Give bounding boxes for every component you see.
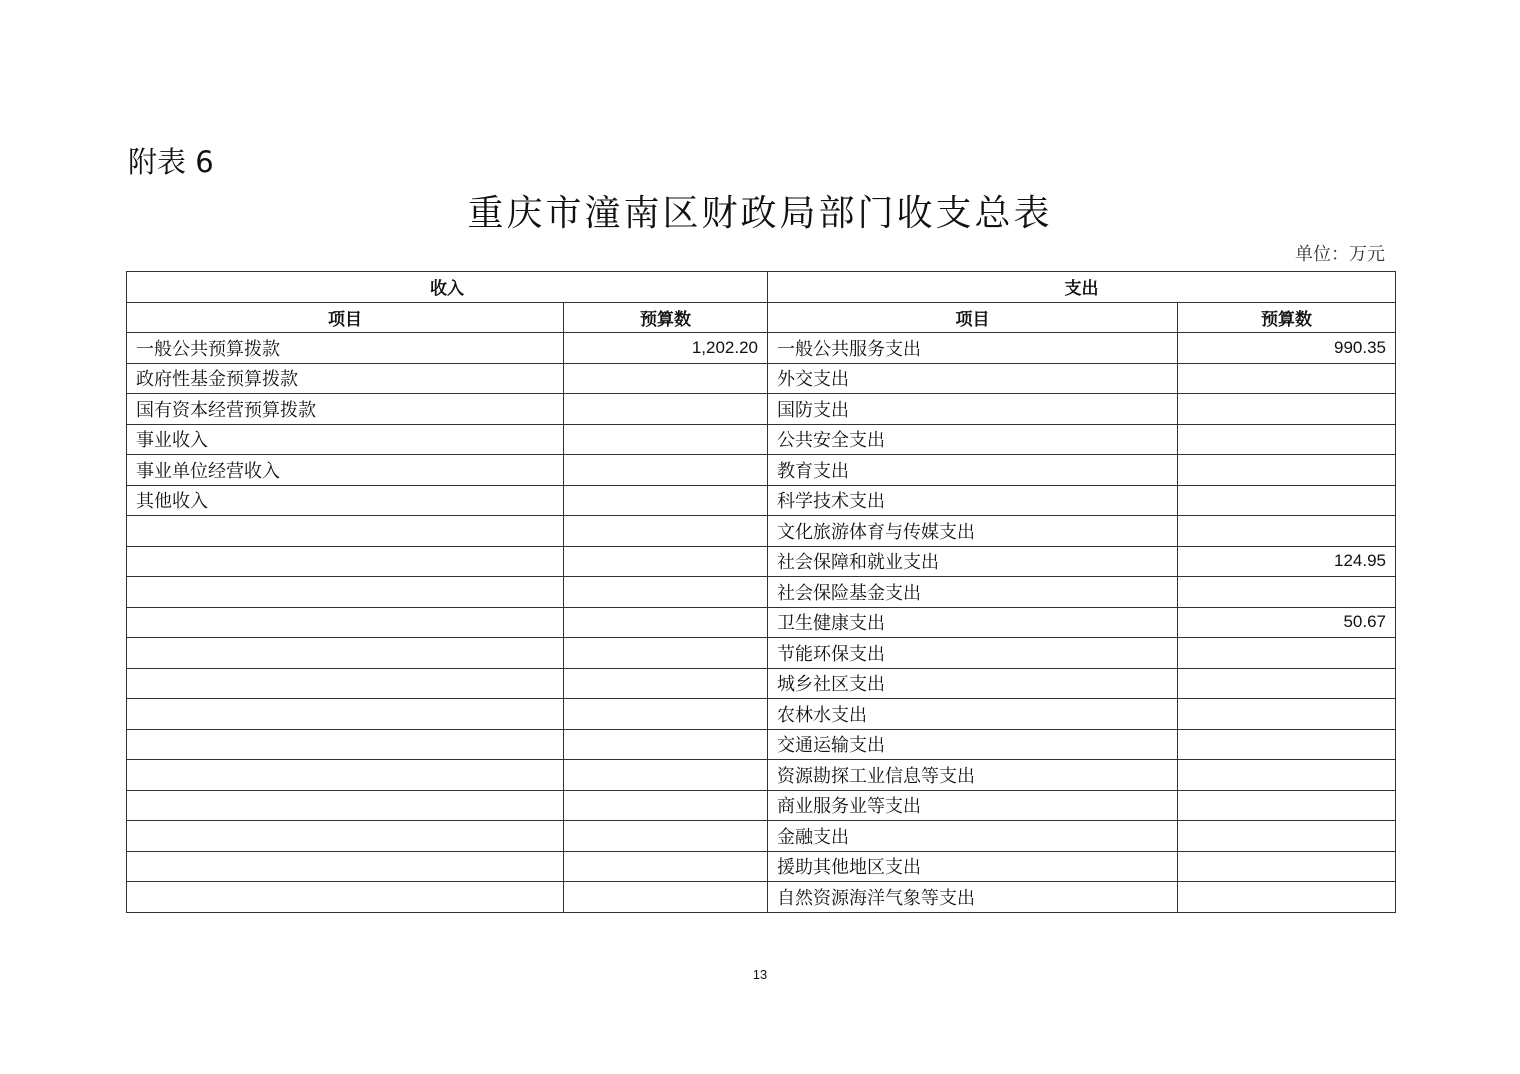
- expense-amount-cell: [1178, 851, 1396, 882]
- income-amount-cell: [564, 485, 768, 516]
- income-item-cell: 国有资本经营预算拨款: [127, 394, 564, 425]
- income-item-cell: 政府性基金预算拨款: [127, 363, 564, 394]
- expense-item-header: 项目: [768, 302, 1178, 333]
- expense-amount-cell: [1178, 394, 1396, 425]
- expense-amount-cell: [1178, 455, 1396, 486]
- income-amount-cell: [564, 424, 768, 455]
- expense-amount-cell: 124.95: [1178, 546, 1396, 577]
- income-item-cell: [127, 729, 564, 760]
- expense-amount-cell: [1178, 424, 1396, 455]
- table-row: [127, 455, 1396, 486]
- income-amount-cell: [564, 668, 768, 699]
- expense-item-cell: 节能环保支出: [768, 638, 1178, 669]
- income-amount-cell: [564, 851, 768, 882]
- income-amount-cell: [564, 790, 768, 821]
- income-amount-cell: [564, 821, 768, 852]
- income-item-cell: [127, 760, 564, 791]
- income-amount-cell: [564, 760, 768, 791]
- expense-item-cell: 卫生健康支出: [768, 607, 1178, 638]
- income-amount-cell: [564, 882, 768, 913]
- expense-amount-cell: [1178, 485, 1396, 516]
- income-item-cell: [127, 516, 564, 547]
- expense-item-cell: 社会保障和就业支出: [768, 546, 1178, 577]
- expense-amount-cell: [1178, 577, 1396, 608]
- expense-group-header: 支出: [768, 272, 1396, 303]
- income-amount-cell: [564, 607, 768, 638]
- table-row: [127, 577, 1396, 608]
- expense-amount-cell: 50.67: [1178, 607, 1396, 638]
- income-amount-cell: [564, 394, 768, 425]
- income-item-cell: [127, 668, 564, 699]
- expense-item-cell: 资源勘探工业信息等支出: [768, 760, 1178, 791]
- income-amount-cell: [564, 455, 768, 486]
- income-item-cell: 事业收入: [127, 424, 564, 455]
- income-amount-cell: [564, 699, 768, 730]
- income-item-cell: [127, 790, 564, 821]
- expense-item-cell: 社会保险基金支出: [768, 577, 1178, 608]
- table-body: [127, 333, 1396, 913]
- table-row: [127, 760, 1396, 791]
- expense-amount-cell: [1178, 760, 1396, 791]
- income-item-header: 项目: [127, 302, 564, 333]
- expense-item-cell: 外交支出: [768, 363, 1178, 394]
- table-row: [127, 485, 1396, 516]
- expense-item-cell: 交通运输支出: [768, 729, 1178, 760]
- expense-item-cell: 自然资源海洋气象等支出: [768, 882, 1178, 913]
- expense-item-cell: 一般公共服务支出: [768, 333, 1178, 364]
- table-row: [127, 668, 1396, 699]
- table-row: [127, 546, 1396, 577]
- income-item-cell: 其他收入: [127, 485, 564, 516]
- income-item-cell: [127, 699, 564, 730]
- table-row: [127, 516, 1396, 547]
- budget-summary-table: [126, 271, 1396, 913]
- income-item-cell: 一般公共预算拨款: [127, 333, 564, 364]
- expense-amount-cell: [1178, 699, 1396, 730]
- income-group-header: 收入: [127, 272, 768, 303]
- table-row: [127, 607, 1396, 638]
- income-amount-cell: [564, 638, 768, 669]
- table-row: [127, 699, 1396, 730]
- table-row: [127, 821, 1396, 852]
- expense-amount-cell: [1178, 516, 1396, 547]
- income-amount-cell: 1,202.20: [564, 333, 768, 364]
- expense-item-cell: 商业服务业等支出: [768, 790, 1178, 821]
- table-row: [127, 333, 1396, 364]
- expense-amount-cell: [1178, 821, 1396, 852]
- income-amount-cell: [564, 729, 768, 760]
- table-row: [127, 882, 1396, 913]
- income-item-cell: [127, 821, 564, 852]
- expense-item-cell: 教育支出: [768, 455, 1178, 486]
- table-row: [127, 424, 1396, 455]
- table-row: [127, 729, 1396, 760]
- expense-item-cell: 文化旅游体育与传媒支出: [768, 516, 1178, 547]
- expense-amount-cell: [1178, 363, 1396, 394]
- expense-amount-cell: 990.35: [1178, 333, 1396, 364]
- expense-item-cell: 科学技术支出: [768, 485, 1178, 516]
- income-item-cell: [127, 607, 564, 638]
- expense-amount-cell: [1178, 668, 1396, 699]
- expense-amount-cell: [1178, 882, 1396, 913]
- income-item-cell: 事业单位经营收入: [127, 455, 564, 486]
- document-title: 重庆市潼南区财政局部门收支总表: [467, 193, 1053, 234]
- expense-amount-cell: [1178, 729, 1396, 760]
- unit-label: 单位：万元: [1295, 244, 1385, 265]
- income-amount-cell: [564, 577, 768, 608]
- table-row: [127, 363, 1396, 394]
- income-amount-cell: [564, 516, 768, 547]
- income-item-cell: [127, 638, 564, 669]
- income-item-cell: [127, 882, 564, 913]
- income-amount-cell: [564, 363, 768, 394]
- income-item-cell: [127, 546, 564, 577]
- expense-amount-cell: [1178, 790, 1396, 821]
- table-row: [127, 394, 1396, 425]
- expense-item-cell: 农林水支出: [768, 699, 1178, 730]
- expense-item-cell: 城乡社区支出: [768, 668, 1178, 699]
- expense-item-cell: 国防支出: [768, 394, 1178, 425]
- appendix-label: 附表 6: [128, 145, 214, 179]
- table-row: [127, 851, 1396, 882]
- expense-item-cell: 援助其他地区支出: [768, 851, 1178, 882]
- income-item-cell: [127, 851, 564, 882]
- expense-amount-header: 预算数: [1178, 302, 1396, 333]
- table-row: [127, 790, 1396, 821]
- page-number: 13: [752, 967, 768, 982]
- expense-amount-cell: [1178, 638, 1396, 669]
- group-header-row: [127, 272, 1396, 303]
- expense-item-cell: 金融支出: [768, 821, 1178, 852]
- income-item-cell: [127, 577, 564, 608]
- income-amount-header: 预算数: [564, 302, 768, 333]
- column-header-row: [127, 302, 1396, 333]
- expense-item-cell: 公共安全支出: [768, 424, 1178, 455]
- income-amount-cell: [564, 546, 768, 577]
- table-row: [127, 638, 1396, 669]
